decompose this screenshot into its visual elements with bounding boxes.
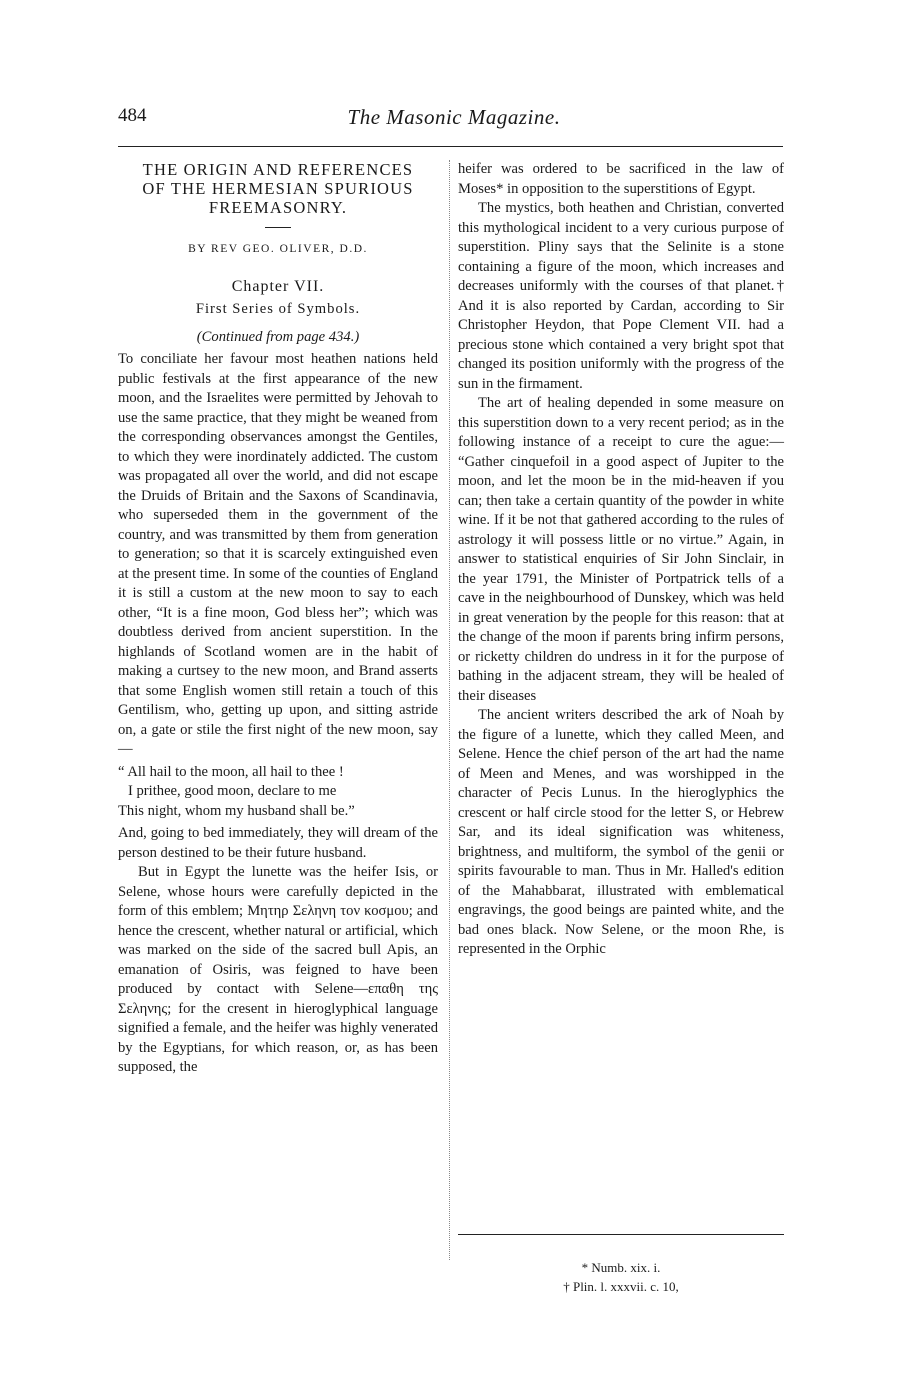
paragraph: heifer was ordered to be sacrificed in the law of Moses* in opposition to the superstitions of Egypt.: [458, 161, 784, 197]
verse-line: This night, whom my husband shall be.”: [118, 802, 355, 819]
page-number: 484: [118, 105, 147, 126]
byline: BY REV GEO. OLIVER, D.D.: [188, 243, 368, 255]
article-title-line: OF THE HERMESIAN SPURIOUS: [142, 179, 414, 198]
paragraph: To conciliate her favour most heathen nations held public festivals at the first appearance of the new moon, and the Israelites were permitted by Jehovah to use the same practice, that they might be weaned from the corresponding observances amongst the Gentiles, to which they were inordinately addicted. The custom was propagated all over the world, and did not escape the Druids of Britain and the Saxons of Scandinavia, who superseded them in the government of the country, and was transmitted by them from generation to generation; so that it is scarcely extinguished even at the present time. In some of the counties of England it is still a custom at the new moon to say to each other, “It is a fine moon, God bless her”; which was doubtless derived from ancient superstition. In the highlands of Scotland women are in the habit of making a curtsey to the new moon, and Brand asserts that some English women still retain a touch of this Gentilism, who, getting up upon, and sitting astride on, a gate or stile the first night of the new moon, say—: [118, 351, 438, 757]
article-title: [118, 160, 438, 217]
verse-line: “ All hail to the moon, all hail to thee !: [118, 763, 344, 780]
running-title: The Masonic Magazine.: [347, 105, 561, 129]
right-column: [458, 160, 784, 960]
verse-line: I prithee, good moon, declare to me: [128, 783, 337, 799]
chapter-heading: Chapter VII.: [231, 277, 325, 295]
footnotes: [458, 1258, 784, 1296]
paragraph: And, going to bed immediately, they will dream of the person destined to be their future husband.: [118, 825, 438, 861]
paragraph: The mystics, both heathen and Christian, converted this mythological incident to a very curious purpose of superstition. Pliny says that the Selinite is a stone containing a figure of the moon, which increases and decreases uniformly with the courses of that planet.† And it is also reported by Cardan, according to Sir Christopher Heydon, that Pope Clement VII. had a precious stone which contained a very bright spot that changed its position uniformly with the progress of the sun in the firmament.: [458, 200, 784, 392]
left-column: [118, 160, 438, 1078]
article-title-line: FREEMASONRY.: [208, 198, 348, 217]
paragraph: But in Egypt the lunette was the heifer Isis, or Selene, whose hours were carefully depicted in the form of this emblem; Μητηρ Σεληνη τον κοσμου; and hence the crescent, whether natural or artificial, which was marked on the side of the sacred bull Apis, an emanation of Osiris, was feigned to have been produced by contact with Selene—επαθη της Σεληνης; for the cresent in hieroglyphical language signified a female, and the heifer was highly venerated by the Egyptians, for which reason, or, as has been supposed, the: [118, 864, 438, 1075]
title-divider: [265, 227, 291, 228]
paragraph: The ancient writers described the ark of Noah by the figure of a lunette, which they called Meen, and Selene. Hence the chief person of the art had the name of Meen and Menes, and was worshipped in the character of Pecis Lunus. In the hieroglyphics the crescent or half circle stood for the letter S, or Hebrew Sar, and its ideal signification was whiteness, brightness, and multiform, the symbol of the genii or spirits favourable to man. Thus in Mr. Halled's edition of the Mahabbarat, illustrated with emblematical engravings, the good beings are painted white, and the bad ones black. Now Selene, or the moon Rhe, is represented in the Orphic: [458, 707, 784, 957]
column-divider: [449, 160, 450, 1260]
paragraph: The art of healing depended in some measure on this superstition down to a very recent period; as in the following instance of a receipt to cure the ague:— “Gather cinquefoil in a good aspect of Jupiter to the moon, and let the moon be in the mid-heaven if you can; then take a certain quantity of the powder in white wine. If it be not that gathered according to the rules of astrology it will possess little or no virtue.” Again, in answer to statistical enquiries of Sir John Sinclair, in the year 1791, the Minister of Portpatrick tells of a cave in the neighbourhood of Dunskey, which was held in great veneration by the people for this reason: that at the change of the moon if parents bring infirm persons, or ricketty children do undress in it for the purpose of bathing in the adjacent stream, they will be healed of their diseases: [458, 395, 784, 704]
verse: [118, 763, 438, 822]
footnote: * Numb. xix. i.: [581, 1260, 661, 1275]
footnote-rule: [458, 1234, 784, 1235]
footnote: † Plin. l. xxxvii. c. 10,: [563, 1279, 679, 1294]
header-rule: [118, 146, 783, 147]
page-header: [118, 105, 790, 135]
series-heading: First Series of Symbols.: [195, 301, 361, 317]
continued-note: (Continued from page 434.): [196, 328, 360, 345]
article-title-line: THE ORIGIN AND REFERENCES: [142, 160, 414, 179]
